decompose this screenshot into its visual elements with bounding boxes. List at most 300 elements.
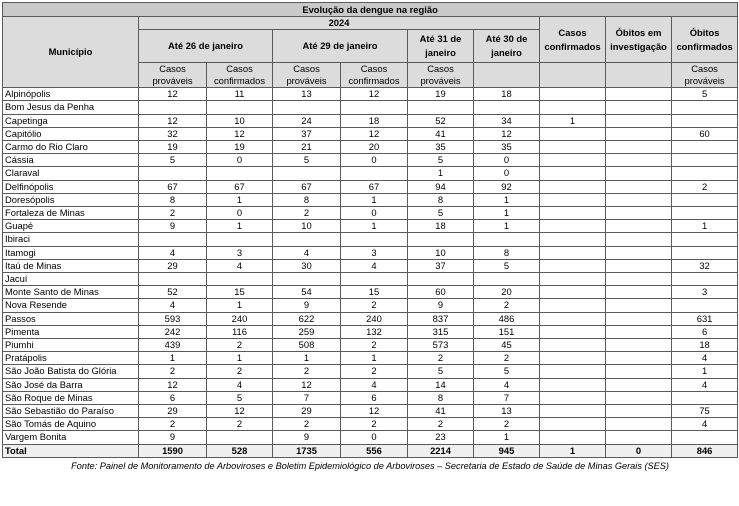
value-cell: 75: [672, 405, 738, 418]
value-cell: 41: [408, 127, 474, 140]
municipio-name: Carmo do Rio Claro: [3, 141, 139, 154]
value-cell: 5: [408, 154, 474, 167]
value-cell: [540, 180, 606, 193]
value-cell: 19: [408, 88, 474, 101]
total-cell: 1735: [273, 444, 341, 457]
municipio-name: Claraval: [3, 167, 139, 180]
value-cell: 32: [672, 259, 738, 272]
value-cell: [474, 273, 540, 286]
total-cell: 556: [341, 444, 408, 457]
value-cell: 0: [207, 154, 273, 167]
value-cell: 1: [474, 220, 540, 233]
value-cell: [474, 233, 540, 246]
value-cell: 60: [408, 286, 474, 299]
table-row: [3, 378, 738, 391]
total-cell: 2214: [408, 444, 474, 457]
value-cell: [540, 365, 606, 378]
value-cell: [408, 233, 474, 246]
value-cell: 41: [408, 405, 474, 418]
value-cell: 1: [540, 114, 606, 127]
value-cell: 67: [139, 180, 207, 193]
value-cell: [408, 101, 474, 114]
value-cell: [207, 101, 273, 114]
value-cell: 2: [273, 418, 341, 431]
value-cell: [606, 325, 672, 338]
value-cell: [672, 391, 738, 404]
table-row: [3, 233, 738, 246]
value-cell: [540, 352, 606, 365]
value-cell: 486: [474, 312, 540, 325]
value-cell: 37: [273, 127, 341, 140]
total-label: Total: [3, 444, 139, 457]
value-cell: 12: [139, 88, 207, 101]
value-cell: 35: [408, 141, 474, 154]
sub-casos-provaveis-31: Casos prováveis: [408, 63, 474, 88]
value-cell: [540, 431, 606, 444]
value-cell: 24: [273, 114, 341, 127]
table-row: [3, 154, 738, 167]
value-cell: 12: [207, 405, 273, 418]
table-row: [3, 339, 738, 352]
value-cell: 35: [474, 141, 540, 154]
value-cell: 2: [408, 418, 474, 431]
value-cell: [474, 101, 540, 114]
value-cell: 18: [408, 220, 474, 233]
value-cell: [540, 246, 606, 259]
value-cell: [207, 233, 273, 246]
value-cell: 2: [273, 365, 341, 378]
municipio-name: Itaú de Minas: [3, 259, 139, 272]
total-cell: 846: [672, 444, 738, 457]
value-cell: 8: [408, 391, 474, 404]
table-row: [3, 431, 738, 444]
table-row: [3, 325, 738, 338]
value-cell: 52: [139, 286, 207, 299]
value-cell: 4: [672, 418, 738, 431]
table-row: [3, 193, 738, 206]
value-cell: [207, 273, 273, 286]
value-cell: [606, 286, 672, 299]
value-cell: 15: [341, 286, 408, 299]
value-cell: 3: [341, 246, 408, 259]
sub-casos-confirmados-26: Casos confirmados: [207, 63, 273, 88]
value-cell: 1: [207, 352, 273, 365]
value-cell: 4: [672, 378, 738, 391]
value-cell: [273, 273, 341, 286]
value-cell: 116: [207, 325, 273, 338]
value-cell: [672, 273, 738, 286]
value-cell: 2: [341, 299, 408, 312]
value-cell: 5: [273, 154, 341, 167]
table-row: [3, 259, 738, 272]
value-cell: 0: [341, 207, 408, 220]
value-cell: 3: [672, 286, 738, 299]
value-cell: 2: [273, 207, 341, 220]
value-cell: [139, 273, 207, 286]
total-cell: 945: [474, 444, 540, 457]
municipio-header: Município: [3, 17, 139, 88]
municipio-name: Pratápolis: [3, 352, 139, 365]
value-cell: 2: [474, 418, 540, 431]
value-cell: [341, 233, 408, 246]
value-cell: 3: [207, 246, 273, 259]
value-cell: [540, 233, 606, 246]
value-cell: [606, 391, 672, 404]
value-cell: 1: [273, 352, 341, 365]
value-cell: 6: [341, 391, 408, 404]
value-cell: 4: [207, 378, 273, 391]
value-cell: [672, 193, 738, 206]
value-cell: 2: [672, 180, 738, 193]
value-cell: [540, 207, 606, 220]
value-cell: 1: [408, 167, 474, 180]
value-cell: 19: [139, 141, 207, 154]
value-cell: 9: [273, 299, 341, 312]
value-cell: 21: [273, 141, 341, 154]
value-cell: 2: [139, 418, 207, 431]
value-cell: 12: [139, 114, 207, 127]
value-cell: 837: [408, 312, 474, 325]
value-cell: [672, 167, 738, 180]
value-cell: 4: [341, 378, 408, 391]
value-cell: [606, 273, 672, 286]
value-cell: 18: [341, 114, 408, 127]
value-cell: 2: [341, 365, 408, 378]
municipio-name: São Roque de Minas: [3, 391, 139, 404]
value-cell: 1: [341, 193, 408, 206]
table-row: [3, 127, 738, 140]
value-cell: 0: [341, 154, 408, 167]
value-cell: [540, 391, 606, 404]
value-cell: [672, 207, 738, 220]
value-cell: 242: [139, 325, 207, 338]
value-cell: 5: [474, 365, 540, 378]
value-cell: [672, 154, 738, 167]
municipio-name: Capetinga: [3, 114, 139, 127]
value-cell: 6: [139, 391, 207, 404]
value-cell: 2: [474, 299, 540, 312]
value-cell: 2: [408, 352, 474, 365]
value-cell: 12: [207, 127, 273, 140]
value-cell: [207, 167, 273, 180]
sub-empty-1: [474, 63, 540, 88]
value-cell: [540, 154, 606, 167]
value-cell: [606, 180, 672, 193]
table-row: [3, 101, 738, 114]
value-cell: 14: [408, 378, 474, 391]
value-cell: [672, 114, 738, 127]
value-cell: 2: [207, 365, 273, 378]
value-cell: 60: [672, 127, 738, 140]
value-cell: 15: [207, 286, 273, 299]
value-cell: 13: [474, 405, 540, 418]
value-cell: [540, 127, 606, 140]
value-cell: 32: [139, 127, 207, 140]
period-29-header: Até 29 de janeiro: [273, 30, 408, 63]
total-cell: 1: [540, 444, 606, 457]
value-cell: 8: [408, 193, 474, 206]
value-cell: [606, 154, 672, 167]
value-cell: [540, 405, 606, 418]
municipio-name: São José da Barra: [3, 378, 139, 391]
value-cell: 2: [207, 418, 273, 431]
total-row: [3, 444, 738, 457]
source-note: Fonte: Painel de Monitoramento de Arboviroses e Boletim Epidemiológico de Arboviroses – Secretaria de Estado de Saúde de Minas Gerais (SES): [71, 460, 669, 471]
value-cell: 4: [341, 259, 408, 272]
value-cell: [672, 246, 738, 259]
value-cell: 29: [139, 405, 207, 418]
value-cell: 94: [408, 180, 474, 193]
value-cell: 11: [207, 88, 273, 101]
value-cell: 12: [341, 405, 408, 418]
period-31-header: Até 31 de janeiro: [408, 30, 474, 63]
value-cell: [341, 101, 408, 114]
table-row: [3, 365, 738, 378]
value-cell: 2: [341, 418, 408, 431]
value-cell: [606, 259, 672, 272]
value-cell: 4: [474, 378, 540, 391]
table-row: [3, 141, 738, 154]
value-cell: 240: [341, 312, 408, 325]
municipio-name: Itamogi: [3, 246, 139, 259]
value-cell: [606, 207, 672, 220]
table-row: [3, 312, 738, 325]
municipio-name: Vargem Bonita: [3, 431, 139, 444]
value-cell: [606, 418, 672, 431]
value-cell: 4: [139, 299, 207, 312]
value-cell: [540, 193, 606, 206]
sub-empty-2: [540, 63, 606, 88]
value-cell: 9: [139, 220, 207, 233]
sub-casos-provaveis-26: Casos prováveis: [139, 63, 207, 88]
value-cell: 23: [408, 431, 474, 444]
value-cell: [273, 101, 341, 114]
value-cell: 37: [408, 259, 474, 272]
value-cell: [672, 299, 738, 312]
value-cell: [606, 312, 672, 325]
value-cell: 0: [474, 167, 540, 180]
table-row: [3, 207, 738, 220]
value-cell: 30: [273, 259, 341, 272]
casos-confirmados-header: Casos confirmados: [540, 17, 606, 63]
table-row: [3, 220, 738, 233]
value-cell: 19: [207, 141, 273, 154]
value-cell: 20: [341, 141, 408, 154]
value-cell: 631: [672, 312, 738, 325]
table-row: [3, 418, 738, 431]
value-cell: 1: [672, 220, 738, 233]
value-cell: 20: [474, 286, 540, 299]
value-cell: 132: [341, 325, 408, 338]
total-cell: 528: [207, 444, 273, 457]
table-row: [3, 286, 738, 299]
value-cell: 2: [474, 352, 540, 365]
value-cell: 0: [341, 431, 408, 444]
value-cell: 1: [207, 193, 273, 206]
value-cell: 12: [474, 127, 540, 140]
value-cell: [672, 101, 738, 114]
value-cell: [606, 378, 672, 391]
value-cell: 508: [273, 339, 341, 352]
municipio-name: Bom Jesus da Penha: [3, 101, 139, 114]
value-cell: [606, 141, 672, 154]
value-cell: 2: [139, 365, 207, 378]
value-cell: [540, 378, 606, 391]
year-header: 2024: [139, 17, 540, 30]
value-cell: 240: [207, 312, 273, 325]
value-cell: 12: [139, 378, 207, 391]
municipio-name: Passos: [3, 312, 139, 325]
value-cell: [606, 114, 672, 127]
municipio-name: Ibiraci: [3, 233, 139, 246]
value-cell: [207, 431, 273, 444]
value-cell: [273, 167, 341, 180]
value-cell: 9: [139, 431, 207, 444]
value-cell: [672, 431, 738, 444]
value-cell: [540, 167, 606, 180]
value-cell: [273, 233, 341, 246]
value-cell: [540, 312, 606, 325]
value-cell: 7: [474, 391, 540, 404]
value-cell: 1: [474, 207, 540, 220]
municipio-name: Cássia: [3, 154, 139, 167]
value-cell: [540, 339, 606, 352]
value-cell: 259: [273, 325, 341, 338]
value-cell: [540, 273, 606, 286]
value-cell: [540, 88, 606, 101]
value-cell: 54: [273, 286, 341, 299]
municipio-name: Piumhi: [3, 339, 139, 352]
sub-casos-confirmados-29: Casos confirmados: [341, 63, 408, 88]
municipio-name: São Sebastião do Paraíso: [3, 405, 139, 418]
table-title: Evolução da dengue na região: [3, 3, 738, 17]
table-row: [3, 246, 738, 259]
value-cell: [408, 273, 474, 286]
value-cell: [540, 299, 606, 312]
value-cell: 315: [408, 325, 474, 338]
municipio-name: Capitólio: [3, 127, 139, 140]
period-26-header: Até 26 de janeiro: [139, 30, 273, 63]
value-cell: 7: [273, 391, 341, 404]
municipio-name: Doresópolis: [3, 193, 139, 206]
value-cell: 5: [672, 88, 738, 101]
value-cell: 573: [408, 339, 474, 352]
value-cell: [606, 246, 672, 259]
value-cell: [341, 167, 408, 180]
value-cell: [540, 325, 606, 338]
municipio-name: Delfinópolis: [3, 180, 139, 193]
value-cell: [540, 220, 606, 233]
value-cell: 439: [139, 339, 207, 352]
value-cell: [606, 127, 672, 140]
value-cell: 8: [474, 246, 540, 259]
value-cell: 10: [408, 246, 474, 259]
value-cell: [540, 286, 606, 299]
value-cell: 67: [341, 180, 408, 193]
value-cell: 34: [474, 114, 540, 127]
value-cell: [606, 339, 672, 352]
value-cell: [139, 101, 207, 114]
value-cell: 45: [474, 339, 540, 352]
value-cell: [672, 141, 738, 154]
value-cell: 5: [139, 154, 207, 167]
value-cell: [606, 193, 672, 206]
value-cell: 1: [341, 220, 408, 233]
value-cell: 13: [273, 88, 341, 101]
value-cell: [606, 405, 672, 418]
value-cell: 5: [408, 365, 474, 378]
table-row: [3, 273, 738, 286]
municipio-name: São João Batista do Glória: [3, 365, 139, 378]
value-cell: [540, 101, 606, 114]
value-cell: 1: [474, 193, 540, 206]
value-cell: 151: [474, 325, 540, 338]
value-cell: 1: [207, 220, 273, 233]
municipio-name: Pimenta: [3, 325, 139, 338]
value-cell: 4: [273, 246, 341, 259]
value-cell: 92: [474, 180, 540, 193]
municipio-name: Alpinópolis: [3, 88, 139, 101]
value-cell: 29: [273, 405, 341, 418]
value-cell: [606, 299, 672, 312]
municipio-name: Jacuí: [3, 273, 139, 286]
sub-casos-provaveis-29: Casos prováveis: [273, 63, 341, 88]
table-row: [3, 405, 738, 418]
municipio-name: Fortaleza de Minas: [3, 207, 139, 220]
total-cell: 0: [606, 444, 672, 457]
value-cell: 9: [408, 299, 474, 312]
municipio-name: São Tomás de Aquino: [3, 418, 139, 431]
value-cell: [606, 365, 672, 378]
value-cell: 1: [139, 352, 207, 365]
value-cell: 1: [474, 431, 540, 444]
value-cell: 2: [207, 339, 273, 352]
value-cell: 4: [207, 259, 273, 272]
table-row: [3, 114, 738, 127]
value-cell: 67: [273, 180, 341, 193]
table-row: [3, 299, 738, 312]
sub-empty-3: [606, 63, 672, 88]
value-cell: 4: [672, 352, 738, 365]
value-cell: [540, 418, 606, 431]
value-cell: [341, 273, 408, 286]
table-row: [3, 180, 738, 193]
value-cell: [606, 167, 672, 180]
value-cell: [606, 220, 672, 233]
table-row: [3, 88, 738, 101]
value-cell: 29: [139, 259, 207, 272]
value-cell: 18: [672, 339, 738, 352]
value-cell: [606, 233, 672, 246]
value-cell: 8: [139, 193, 207, 206]
value-cell: 12: [341, 127, 408, 140]
value-cell: [606, 88, 672, 101]
table-row: [3, 352, 738, 365]
value-cell: 1: [207, 299, 273, 312]
value-cell: [606, 431, 672, 444]
value-cell: [139, 167, 207, 180]
value-cell: [540, 259, 606, 272]
value-cell: 0: [474, 154, 540, 167]
value-cell: 4: [139, 246, 207, 259]
municipio-name: Nova Resende: [3, 299, 139, 312]
table-row: [3, 391, 738, 404]
dengue-table-wrapper: [2, 2, 738, 472]
value-cell: [606, 352, 672, 365]
value-cell: [606, 101, 672, 114]
obitos-confirmados-header: Óbitos confirmados: [672, 17, 738, 63]
period-30-header: Até 30 de janeiro: [474, 30, 540, 63]
